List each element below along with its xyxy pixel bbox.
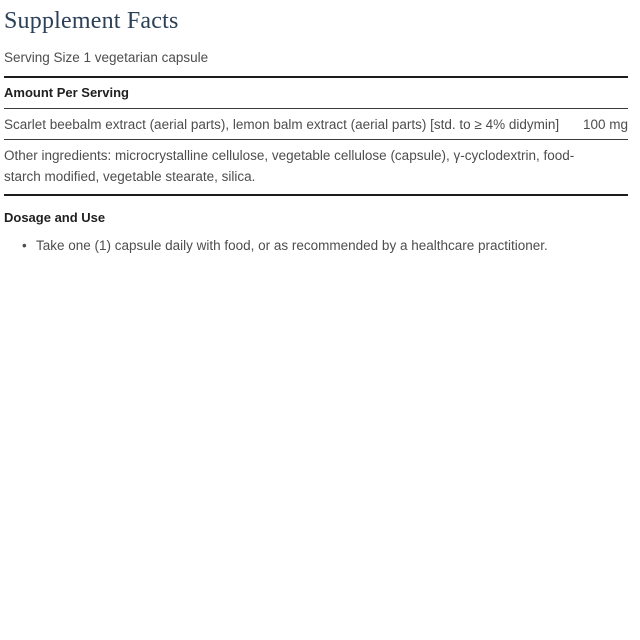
dosage-item-text: Take one (1) capsule daily with food, or as recommended by a healthcare practitioner.	[36, 238, 548, 254]
supplement-facts-panel	[4, 0, 628, 256]
page-title: Supplement Facts	[4, 8, 179, 34]
list-item	[22, 236, 628, 256]
ingredient-name: Scarlet beebalm extract (aerial parts), lemon balm extract (aerial parts) [std. to ≥ 4% didymin]	[4, 116, 560, 132]
table-row	[4, 109, 628, 140]
other-ingredients-text: Other ingredients: microcrystalline cellulose, vegetable cellulose (capsule), γ-cyclodextrin, food-starch modified, vegetable stearate, silica.	[4, 148, 575, 184]
amount-per-serving-header: Amount Per Serving	[4, 85, 129, 101]
ingredient-amount: 100 mg	[582, 116, 628, 132]
bullet-icon: •	[22, 238, 27, 254]
dosage-list	[4, 227, 628, 256]
dosage-and-use-header: Dosage and Use	[4, 210, 106, 226]
serving-size-text: Serving Size 1 vegetarian capsule	[4, 49, 209, 65]
